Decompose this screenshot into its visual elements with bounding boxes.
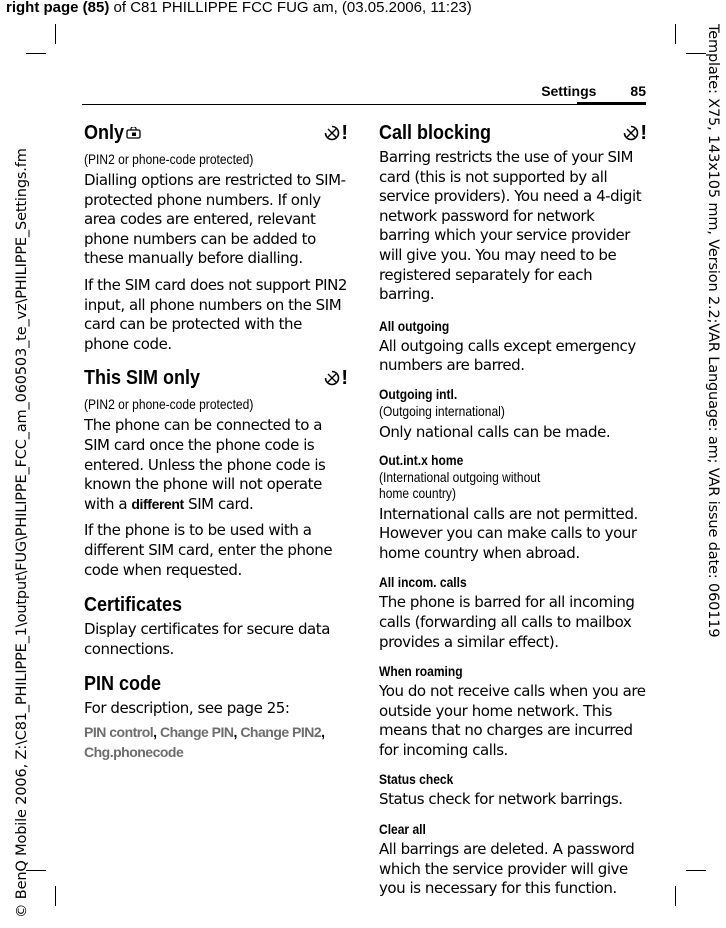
this-sim-paragraph-2: If the phone is to be used with a different SIM card, enter the phone code when requested. [84,521,333,579]
out-intl-home-label: Out.int.x home [379,451,464,468]
pin-code-paragraph: For description, see page 25: [84,699,290,718]
print-header [6,0,472,16]
call-blocking-heading: Call blocking [379,122,492,144]
out-intl-home-sub-2: home country) [379,484,456,501]
outgoing-intl-label: Outgoing intl. [379,385,458,402]
side-template-info: Template: X75, 143x105 mm, Version 2.2;VAR Language: am; VAR issue date: 060119 [705,24,721,638]
crop-mark [55,886,56,906]
crop-mark [675,886,676,906]
crop-mark [55,24,56,44]
status-check-desc: Status check for network barrings. [379,790,623,809]
outgoing-intl-sub: (Outgoing international) [379,402,505,419]
clear-all-desc: All barrings are deleted. A password which the service provider will give you is necessary for this function. [379,840,635,898]
side-copyright: © BenQ Mobile 2006, Z:\C81_PHILIPPE_1\output\FUG\PHILIPPE_FCC_am_060503_te_vz\PHILIPPE_Settings.fm [14,148,30,918]
only-protection-note: (PIN2 or phone-code protected) [84,151,254,167]
crop-mark [686,53,706,54]
provider-dependent-icon: ! [324,368,348,388]
this-sim-protection-note: (PIN2 or phone-code protected) [84,396,254,413]
outgoing-intl-desc: Only national calls can be made. [379,422,611,441]
left-column [84,121,348,762]
pin-code-menu-links: PIN control, Change PIN, Change PIN2, Chg.phonecode [84,723,325,760]
when-roaming-desc: You do not receive calls when you are outside your home network. This means that no charges are incurred for incoming calls. [379,682,646,759]
this-sim-heading-row [84,366,348,390]
out-intl-home-sub-1: (International outgoing without [379,468,541,485]
provider-dependent-icon: ! [623,123,647,143]
right-column [379,121,647,899]
link-pin-control[interactable]: PIN control [84,723,154,740]
sim-lock-icon [126,124,142,143]
only-heading: Only [84,122,125,144]
all-incom-desc: The phone is barred for all incoming calls (forwarding all calls to mailbox provides a similar effect). [379,593,635,651]
certificates-paragraph: Display certificates for secure data connections. [84,620,330,658]
header-rule [82,104,646,105]
certificates-heading: Certificates [84,594,183,617]
page-number: 85 [630,83,646,99]
link-chg-phonecode[interactable]: Chg.phonecode [84,743,184,760]
keyword-different: different [131,495,184,512]
provider-dependent-icon: ! [324,123,348,143]
only-paragraph-2: If the SIM card does not support PIN2 input, all phone numbers on the SIM card can be protected with the phone code. [84,275,347,353]
header-page-bar [577,102,646,105]
running-header [541,81,646,101]
call-blocking-heading-row [379,121,647,145]
print-header-page: right page (85) [6,0,110,16]
clear-all-label: Clear all [379,821,426,838]
only-heading-row [84,121,348,145]
when-roaming-label: When roaming [379,663,463,680]
crop-mark [26,53,46,54]
pin-code-heading: PIN code [84,673,162,696]
this-sim-paragraph-1: The phone can be connected to a SIM card once the phone code is entered. Unless the phone code is known the phone will not operate with a different SIM card. [84,416,326,513]
crop-mark [675,24,676,44]
all-outgoing-label: All outgoing [379,317,450,334]
this-sim-heading: This SIM only [84,367,201,390]
status-check-label: Status check [379,771,454,788]
crop-mark [686,870,706,871]
link-change-pin2[interactable]: Change PIN2 [240,723,322,740]
out-intl-home-desc: International calls are not permitted. However you can make calls to your home country when abroad. [379,504,638,562]
only-paragraph-1: Dialling options are restricted to SIM-protected phone numbers. If only area codes are entered, relevant phone numbers can be added to these manually before dialling. [84,171,346,268]
section-title: Settings [541,83,597,99]
print-header-info: of C81 PHILLIPPE FCC FUG am, (03.05.2006, 11:23) [109,0,472,16]
call-blocking-paragraph: Barring restricts the use of your SIM card (this is not supported by all service providers). You need a 4-digit network password for network barring which your service provider will give you. You may need to be registered separately for each barring. [379,148,642,304]
all-outgoing-desc: All outgoing calls except emergency numbers are barred. [379,336,636,375]
all-incom-label: All incom. calls [379,574,467,591]
link-change-pin[interactable]: Change PIN [159,723,234,740]
